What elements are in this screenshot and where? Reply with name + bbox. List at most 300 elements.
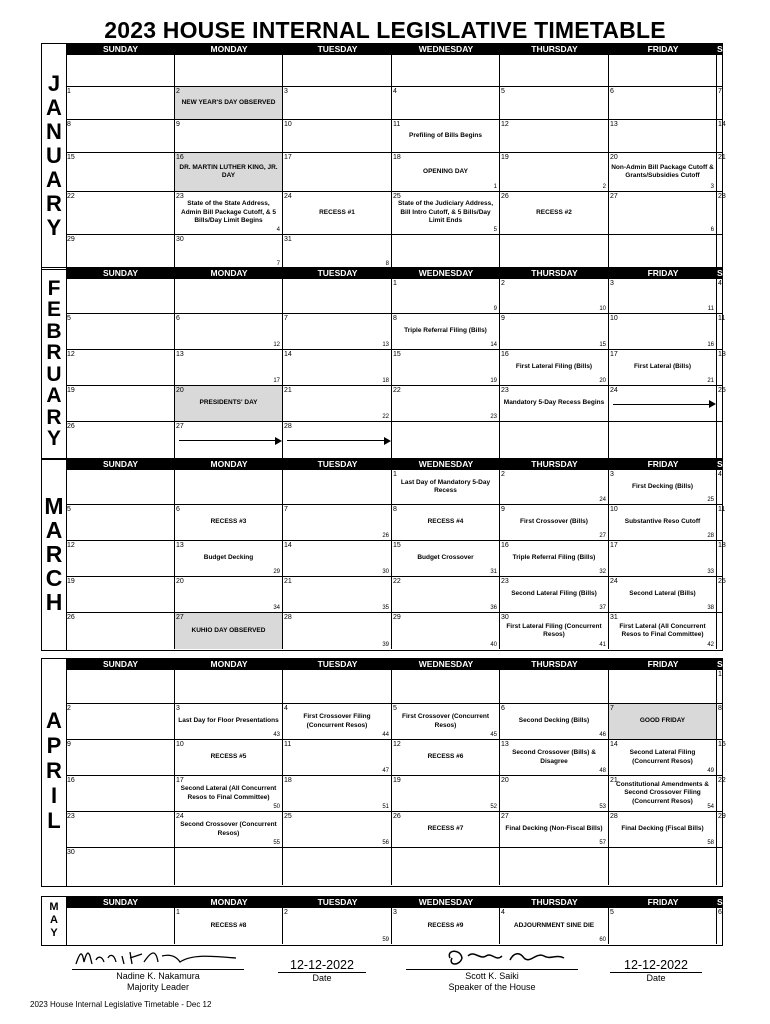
- weekday-header: FRIDAY: [609, 268, 717, 279]
- event-label: RECESS #7: [427, 825, 464, 833]
- day-number: 12: [67, 351, 75, 358]
- day-number: 7: [284, 506, 288, 513]
- weekday-header: MONDAY: [175, 44, 283, 55]
- day-number: 1: [393, 471, 397, 478]
- day-cell: [609, 776, 717, 812]
- day-number: 28: [284, 614, 292, 621]
- month-march: [41, 458, 763, 651]
- month-letter: H: [45, 588, 63, 615]
- weekday-header: TUESDAY: [283, 659, 392, 670]
- day-cell: [175, 350, 283, 386]
- session-day-number: 49: [707, 768, 714, 774]
- month-letter: P: [46, 733, 62, 758]
- day-number: 29: [67, 236, 75, 243]
- day-cell: [392, 235, 500, 268]
- day-cell: [66, 812, 175, 848]
- day-cell: [392, 812, 500, 848]
- signer-role: Speaker of the House: [448, 982, 536, 992]
- day-number: 11: [393, 121, 401, 128]
- day-number: 25: [718, 578, 726, 585]
- weekday-header: MONDAY: [175, 659, 283, 670]
- day-cell: [609, 470, 717, 505]
- weekday-header: SATURDAY: [717, 44, 763, 54]
- day-cell: [175, 670, 283, 704]
- session-day-number: 43: [273, 732, 280, 738]
- month-letter: R: [46, 405, 62, 429]
- day-cell: [283, 740, 392, 776]
- session-day-number: 29: [273, 569, 280, 575]
- day-cell: [66, 776, 175, 812]
- day-number: 10: [610, 506, 618, 513]
- day-number: 3: [284, 88, 288, 95]
- signer-name: Scott K. Saiki: [465, 971, 519, 981]
- day-cell: [66, 470, 175, 505]
- event-label: OPENING DAY: [423, 167, 468, 175]
- weekday-header: SATURDAY: [717, 659, 763, 669]
- day-number: 8: [393, 315, 397, 322]
- day-cell: [175, 613, 283, 649]
- day-cell: [66, 670, 175, 704]
- session-day-number: 56: [382, 840, 389, 846]
- day-number: 26: [393, 813, 401, 820]
- month-label: [42, 268, 67, 459]
- day-cell: [66, 505, 175, 541]
- event-label: First Lateral (Bills): [633, 363, 692, 371]
- day-number: 17: [610, 542, 618, 549]
- month-letter: C: [45, 564, 63, 591]
- event-label: RECESS #2: [536, 208, 572, 216]
- weekday-header: MONDAY: [175, 459, 283, 470]
- day-number: 27: [610, 193, 618, 200]
- weekday-header: THURSDAY: [500, 268, 609, 279]
- event-label: First Lateral Filing (Bills): [515, 363, 593, 371]
- event-label: Final Decking (Fiscal Bills): [621, 825, 704, 833]
- session-day-number: 58: [707, 840, 714, 846]
- month-letter: A: [46, 384, 62, 407]
- day-cell: [392, 776, 500, 812]
- day-cell: [500, 350, 609, 386]
- event-label: DR. MARTIN LUTHER KING, JR. DAY: [179, 163, 278, 179]
- month-letter: F: [47, 276, 61, 300]
- month-letter: A: [46, 94, 62, 120]
- session-day-number: 19: [490, 378, 497, 384]
- day-number: 30: [501, 614, 509, 621]
- day-number: 23: [501, 578, 509, 585]
- page-title: 2023 HOUSE INTERNAL LEGISLATIVE TIMETABLE: [104, 17, 666, 43]
- day-number: 24: [610, 387, 618, 394]
- month-letter: R: [46, 190, 62, 216]
- day-cell: [500, 55, 609, 87]
- day-number: 21: [284, 387, 292, 394]
- month-letter: R: [46, 758, 62, 783]
- day-cell: [500, 577, 609, 613]
- day-cell: [175, 55, 283, 87]
- session-day-number: 46: [599, 732, 606, 738]
- day-cell: [283, 704, 392, 740]
- day-number: 4: [393, 88, 397, 95]
- day-number: 21: [284, 578, 292, 585]
- day-cell: [175, 470, 283, 505]
- day-number: 6: [176, 506, 180, 513]
- month-letter: R: [46, 341, 62, 364]
- signer-nakamura: [72, 971, 244, 993]
- event-label: Last Day of Mandatory 5-Day Recess: [400, 478, 491, 494]
- month-letter: B: [46, 319, 62, 343]
- event-label: Second Lateral (All Concurrent Resos to Final Committee): [180, 785, 277, 801]
- day-cell: [175, 279, 283, 314]
- session-day-number: 30: [382, 569, 389, 575]
- day-cell: [500, 120, 609, 153]
- month-letter: M: [49, 900, 59, 913]
- session-day-number: 16: [707, 342, 714, 348]
- day-cell: [392, 541, 500, 577]
- day-number: 27: [176, 423, 184, 430]
- day-cell: [500, 235, 609, 268]
- day-number: 26: [501, 193, 509, 200]
- month-letter: Y: [46, 427, 61, 450]
- session-day-number: 36: [490, 605, 497, 611]
- day-number: 15: [393, 542, 401, 549]
- weekday-header: THURSDAY: [500, 44, 609, 55]
- session-day-number: 40: [490, 642, 497, 648]
- session-day-number: 60: [599, 937, 606, 943]
- weekday-header: THURSDAY: [500, 897, 609, 908]
- day-cell: [717, 470, 723, 505]
- event-label: Second Decking (Bills): [518, 717, 590, 725]
- day-cell: [283, 235, 392, 268]
- day-number: 10: [284, 121, 292, 128]
- day-number: 1: [718, 671, 722, 678]
- day-cell: [66, 704, 175, 740]
- day-cell: [717, 740, 726, 776]
- day-cell: [717, 279, 723, 314]
- day-number: 19: [67, 578, 75, 585]
- day-cell: [175, 704, 283, 740]
- weekday-header: TUESDAY: [283, 459, 392, 470]
- weekday-header: THURSDAY: [500, 659, 609, 670]
- day-cell: [283, 192, 392, 235]
- day-cell: [717, 120, 726, 153]
- session-day-number: 48: [599, 768, 606, 774]
- arrow-right-icon: [287, 440, 385, 441]
- session-day-number: 47: [382, 768, 389, 774]
- day-number: 22: [393, 387, 401, 394]
- session-day-number: 21: [707, 378, 714, 384]
- event-label: Constitutional Amendments & Second Crossover Filing (Concurrent Resos): [616, 780, 709, 805]
- session-day-number: 13: [382, 342, 389, 348]
- day-cell: [609, 350, 717, 386]
- day-cell: [66, 279, 175, 314]
- day-cell: [717, 908, 723, 944]
- day-number: 13: [610, 121, 618, 128]
- event-label: ADJOURNMENT SINE DIE: [513, 921, 595, 929]
- date-label: Date: [646, 973, 666, 983]
- day-number: 18: [393, 154, 401, 161]
- event-label: First Lateral Filing (Concurrent Resos): [506, 622, 602, 638]
- day-cell: [717, 87, 723, 120]
- session-day-number: 9: [493, 306, 497, 312]
- day-cell: [175, 776, 283, 812]
- session-day-number: 44: [382, 732, 389, 738]
- day-cell: [392, 314, 500, 350]
- day-cell: [500, 613, 609, 649]
- day-cell: [283, 613, 392, 649]
- day-cell: [175, 192, 283, 235]
- event-label: RECESS #6: [427, 753, 464, 761]
- day-cell: [500, 470, 609, 505]
- day-cell: [392, 55, 500, 87]
- signer-role: Majority Leader: [126, 982, 190, 992]
- day-cell: [66, 87, 175, 120]
- day-number: 28: [610, 813, 618, 820]
- day-number: 1: [176, 909, 180, 916]
- day-cell: [500, 386, 609, 422]
- session-day-number: 54: [707, 804, 714, 810]
- day-number: 15: [718, 741, 726, 748]
- session-day-number: 26: [382, 533, 389, 539]
- day-cell: [609, 153, 717, 192]
- day-cell: [392, 192, 500, 235]
- day-cell: [500, 670, 609, 704]
- day-number: 8: [393, 506, 397, 513]
- session-day-number: 42: [707, 642, 714, 648]
- day-cell: [392, 577, 500, 613]
- day-number: 16: [501, 351, 509, 358]
- day-number: 30: [67, 849, 75, 856]
- event-label: GOOD FRIDAY: [639, 717, 686, 725]
- month-label: [42, 659, 67, 886]
- day-number: 1: [393, 280, 397, 287]
- weekday-header: TUESDAY: [283, 268, 392, 279]
- weekday-header: WEDNESDAY: [392, 897, 500, 908]
- day-cell: [66, 192, 175, 235]
- weekday-header: SUNDAY: [66, 659, 175, 670]
- event-label: Triple Referral Filing (Bills): [404, 327, 487, 335]
- day-cell: [283, 470, 392, 505]
- session-day-number: 31: [490, 569, 497, 575]
- day-number: 31: [610, 614, 618, 621]
- day-cell: [283, 812, 392, 848]
- session-day-number: 28: [707, 533, 714, 539]
- session-day-number: 52: [490, 804, 497, 810]
- day-number: 14: [284, 542, 292, 549]
- day-number: 20: [176, 387, 184, 394]
- month-february: [41, 267, 763, 460]
- event-label: RECESS #3: [210, 518, 247, 526]
- event-label: KUHIO DAY OBSERVED: [191, 626, 266, 634]
- day-cell: [283, 120, 392, 153]
- day-cell: [283, 776, 392, 812]
- event-label: Second Crossover (Bills) & Disagree: [512, 749, 596, 765]
- day-cell: [500, 812, 609, 848]
- event-label: Final Decking (Non-Fiscal Bills): [505, 825, 603, 833]
- day-cell: [175, 314, 283, 350]
- day-number: 7: [718, 88, 722, 95]
- day-number: 18: [284, 777, 292, 784]
- event-label: Budget Crossover: [417, 554, 474, 562]
- session-day-number: 6: [710, 227, 714, 233]
- day-cell: [66, 422, 175, 458]
- month-letter: R: [45, 540, 63, 567]
- day-cell: [66, 153, 175, 192]
- day-cell: [283, 350, 392, 386]
- day-number: 9: [501, 315, 505, 322]
- arrow-right-icon: [179, 440, 276, 441]
- day-cell: [283, 153, 392, 192]
- day-cell: [392, 613, 500, 649]
- arrow-right-icon: [613, 404, 710, 405]
- day-number: 22: [718, 777, 726, 784]
- day-cell: [717, 670, 723, 704]
- day-cell: [175, 120, 283, 153]
- event-label: State of the Judiciary Address, Bill Intro Cutoff, & 5 Bills/Day Limit Ends: [397, 200, 494, 225]
- event-label: Prefiling of Bills Begins: [409, 131, 482, 139]
- signer-saiki: [406, 971, 578, 993]
- day-number: 24: [176, 813, 184, 820]
- day-number: 4: [718, 280, 722, 287]
- session-day-number: 17: [273, 378, 280, 384]
- day-cell: [717, 192, 726, 235]
- day-number: 22: [67, 193, 75, 200]
- day-cell: [392, 153, 500, 192]
- weekday-header: SUNDAY: [66, 268, 175, 279]
- day-cell: [609, 235, 717, 268]
- day-cell: [717, 704, 723, 740]
- session-day-number: 33: [707, 569, 714, 575]
- session-day-number: 18: [382, 378, 389, 384]
- month-letter: Y: [50, 926, 58, 939]
- session-day-number: 41: [599, 642, 606, 648]
- event-label: Last Day for Floor Presentations: [178, 717, 279, 725]
- event-label: First Crossover (Bills): [520, 518, 588, 526]
- month-letter: A: [46, 166, 62, 192]
- day-cell: [175, 812, 283, 848]
- day-number: 30: [176, 236, 184, 243]
- day-cell: [392, 908, 500, 944]
- signature-line: [406, 969, 578, 970]
- weekday-header: SATURDAY: [717, 459, 763, 469]
- day-number: 25: [284, 813, 292, 820]
- day-cell: [609, 740, 717, 776]
- day-number: 22: [393, 578, 401, 585]
- event-label: Triple Referral Filing (Bills): [512, 554, 596, 562]
- day-number: 24: [610, 578, 618, 585]
- event-label: RECESS #8: [210, 921, 247, 929]
- day-number: 6: [501, 705, 505, 712]
- event-label: State of the State Address, Admin Bill Package Cutoff, & 5 Bills/Day Limit Begins: [181, 200, 276, 225]
- day-number: 27: [501, 813, 509, 820]
- weekday-header: SUNDAY: [66, 897, 175, 908]
- day-cell: [609, 812, 717, 848]
- day-cell: [66, 350, 175, 386]
- day-cell: [609, 848, 717, 885]
- day-cell: [500, 153, 609, 192]
- month-letter: U: [46, 362, 62, 386]
- event-label: Budget Decking: [203, 554, 254, 562]
- day-number: 17: [284, 154, 292, 161]
- weekday-header: FRIDAY: [609, 659, 717, 670]
- day-number: 3: [176, 705, 180, 712]
- day-number: 5: [67, 315, 71, 322]
- session-day-number: 50: [273, 804, 280, 810]
- day-number: 2: [67, 705, 71, 712]
- session-day-number: 10: [599, 306, 606, 312]
- day-cell: [392, 386, 500, 422]
- day-cell: [717, 505, 726, 541]
- session-day-number: 51: [382, 804, 389, 810]
- session-day-number: 4: [276, 227, 280, 233]
- day-cell: [500, 848, 609, 885]
- day-number: 21: [610, 777, 618, 784]
- day-cell: [283, 386, 392, 422]
- day-cell: [609, 279, 717, 314]
- session-day-number: 38: [707, 605, 714, 611]
- day-number: 2: [501, 471, 505, 478]
- session-day-number: 32: [599, 569, 606, 575]
- day-number: 10: [610, 315, 618, 322]
- day-cell: [500, 541, 609, 577]
- day-cell: [717, 314, 726, 350]
- day-cell: [500, 505, 609, 541]
- day-cell: [392, 740, 500, 776]
- event-label: Second Lateral Filing (Bills): [511, 590, 597, 598]
- sign-date: 12-12-2022: [624, 958, 688, 972]
- day-cell: [392, 505, 500, 541]
- month-letter: U: [46, 142, 62, 168]
- day-cell: [500, 314, 609, 350]
- month-letter: J: [47, 70, 61, 96]
- day-cell: [717, 541, 726, 577]
- day-number: 17: [176, 777, 184, 784]
- month-label: [42, 897, 67, 945]
- day-cell: [392, 470, 500, 505]
- day-cell: [717, 848, 723, 885]
- day-number: 18: [718, 351, 726, 358]
- day-cell: [717, 613, 723, 649]
- day-number: 11: [718, 315, 726, 322]
- day-number: 19: [501, 154, 509, 161]
- month-letter: A: [45, 516, 63, 543]
- weekday-header: TUESDAY: [283, 897, 392, 908]
- weekday-header: FRIDAY: [609, 459, 717, 470]
- day-cell: [66, 314, 175, 350]
- signer-name: Nadine K. Nakamura: [116, 971, 200, 981]
- day-cell: [283, 505, 392, 541]
- day-number: 26: [67, 614, 75, 621]
- day-number: 8: [718, 705, 722, 712]
- day-cell: [283, 422, 392, 458]
- day-cell: [717, 55, 723, 87]
- month-letter: A: [50, 913, 58, 926]
- day-cell: [500, 908, 609, 944]
- day-cell: [609, 386, 717, 422]
- weekday-header: FRIDAY: [609, 897, 717, 908]
- day-number: 17: [610, 351, 618, 358]
- day-number: 7: [284, 315, 288, 322]
- day-number: 9: [67, 741, 71, 748]
- weekday-header: SUNDAY: [66, 44, 175, 55]
- session-day-number: 37: [599, 605, 606, 611]
- session-day-number: 3: [710, 184, 714, 190]
- day-cell: [717, 776, 726, 812]
- month-may: [41, 896, 763, 946]
- weekday-header: SATURDAY: [717, 268, 763, 278]
- day-cell: [392, 848, 500, 885]
- day-cell: [66, 120, 175, 153]
- event-label: Mandatory 5-Day Recess Begins: [503, 399, 605, 407]
- day-number: 25: [718, 387, 726, 394]
- event-label: Non-Admin Bill Package Cutoff & Grants/Subsidies Cutoff: [611, 163, 714, 179]
